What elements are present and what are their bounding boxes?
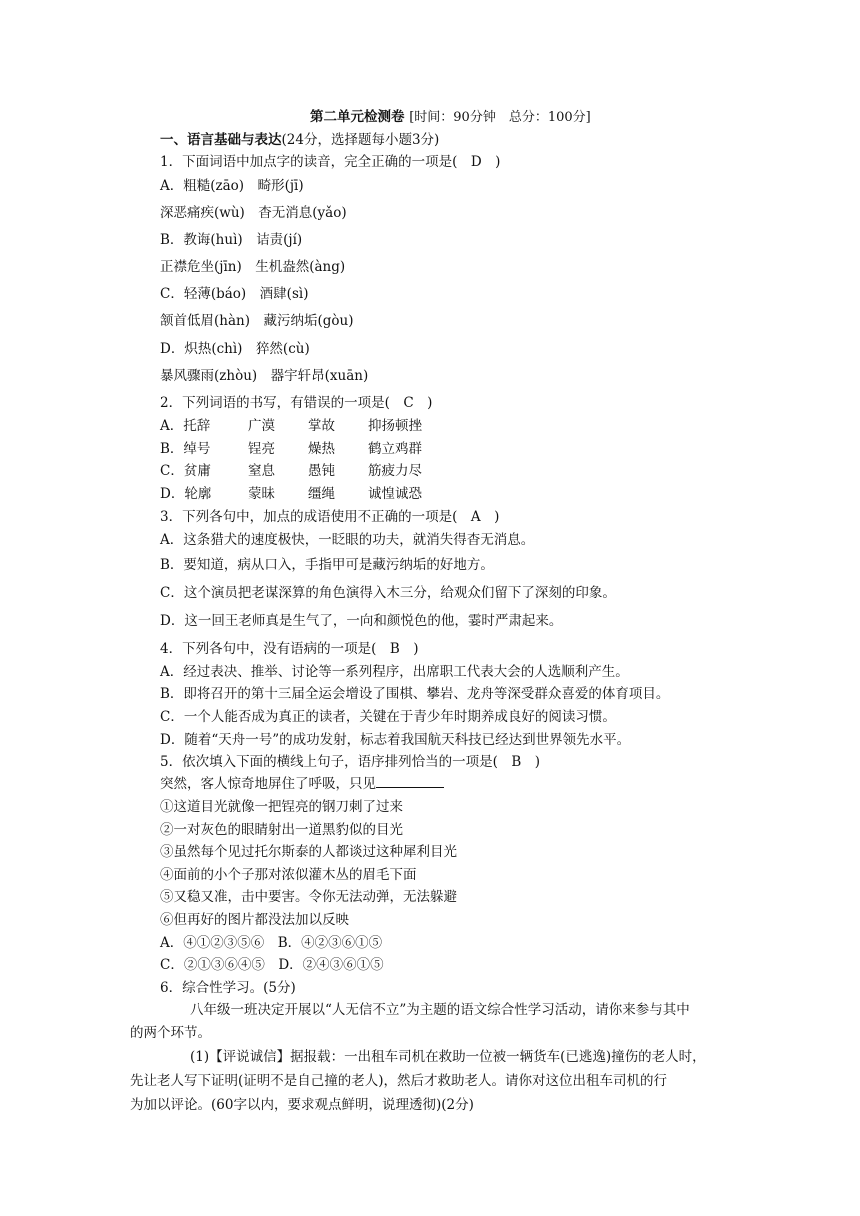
q3-option-d: D．这一回王老师真是生气了，一向和颜悦色的他，霎时严肃起来。 [160, 613, 563, 629]
q2-c-word4: 筋疲力尽 [368, 463, 422, 479]
q2-b-word3: 燥热 [308, 441, 335, 457]
q1-option-c-line1: C．轻薄(báo) 酒肆(sì) [160, 286, 309, 302]
q5-item-3: ③虽然每个见过托尔斯泰的人都谈过这种犀利目光 [160, 844, 457, 860]
q2-a-word4: 抑扬顿挫 [368, 418, 422, 434]
q6-part1-line2: 先让老人写下证明(证明不是自己撞的老人)，然后才救助老人。请你对这位出租车司机的行 [130, 1073, 668, 1089]
q2-option-d [160, 485, 422, 503]
q5-options-ab: A．④①②③⑤⑥ B．④②③⑥①⑤ [160, 935, 383, 951]
q4-option-a: A．经过表决、推举、讨论等一系列程序，出席职工代表大会的人选顺利产生。 [160, 664, 629, 680]
q2-c-word2: 窒息 [248, 463, 275, 479]
q5-lead: 突然，客人惊奇地屏住了呼吸，只见 [160, 776, 376, 792]
q5-item-2: ②一对灰色的眼睛射出一道黑豹似的目光 [160, 822, 403, 838]
q6-intro-line1: 八年级一班决定开展以“人无信不立”为主题的语文综合性学习活动，请你来参与其中 [190, 1002, 690, 1018]
q5-item-6: ⑥但再好的图片都没法加以反映 [160, 912, 349, 928]
page-title [310, 108, 591, 127]
q5-lead-line [160, 775, 444, 793]
q1-option-d-line1: D．炽热(chì) 猝然(cù) [160, 341, 310, 357]
q2-stem: 2．下列词语的书写，有错误的一项是( C ) [160, 395, 433, 411]
q1-option-a-line1: A．粗糙(zāo) 畸形(jī) [160, 178, 304, 194]
q4-stem: 4．下列各句中，没有语病的一项是( B ) [160, 641, 419, 657]
exam-meta: [时间：90分钟 总分：100分] [409, 110, 591, 125]
q4-option-b: B．即将召开的第十三届全运会增设了围棋、攀岩、龙舟等深受群众喜爱的体育项目。 [160, 686, 670, 702]
q2-b-word4: 鹤立鸡群 [368, 441, 422, 457]
q1-stem: 1．下面词语中加点字的读音，完全正确的一项是( D ) [160, 154, 501, 170]
q1-option-c-line2: 颔首低眉(hàn) 藏污纳垢(gòu) [160, 313, 354, 329]
q2-d-word3: 缰绳 [308, 486, 335, 502]
q4-option-c: C．一个人能否成为真正的读者，关键在于青少年时期养成良好的阅读习惯。 [160, 709, 616, 725]
q5-stem: 5．依次填入下面的横线上句子，语序排列恰当的一项是( B ) [160, 754, 541, 770]
q3-option-b: B．要知道，病从口入，手指甲可是藏污纳垢的好地方。 [160, 557, 494, 573]
q1-option-d-line2: 暴风骤雨(zhòu) 器宇轩昂(xuān) [160, 368, 369, 384]
q6-part1-line1: (1)【评说诚信】据报载：一出租车司机在救助一位被一辆货车(已逃逸)撞伤的老人时， [190, 1049, 706, 1065]
q5-options-cd: C．②①③⑥④⑤ D．②④③⑥①⑤ [160, 957, 384, 973]
q4-option-d: D．随着“天舟一号”的成功发射，标志着我国航天科技已经达到世界领先水平。 [160, 732, 631, 748]
q2-c-word1: C．贫庸 [160, 463, 211, 479]
q2-c-word3: 愚钝 [308, 463, 335, 479]
q5-item-4: ④面前的小个子那对浓似灌木丛的眉毛下面 [160, 867, 417, 883]
q2-d-word4: 诚惶诚恐 [368, 486, 422, 502]
section-heading [160, 131, 439, 149]
q6-intro-line2: 的两个环节。 [130, 1025, 211, 1041]
q2-option-a [160, 417, 422, 435]
q6-stem: 6．综合性学习。(5分) [160, 980, 296, 996]
q5-blank [376, 775, 444, 788]
q1-option-b-line1: B．教诲(huì) 诘责(jí) [160, 232, 303, 248]
q5-item-1: ①这道目光就像一把锃亮的钢刀刺了过来 [160, 799, 403, 815]
q6-part1-line3: 为加以评论。(60字以内，要求观点鲜明，说理透彻)(2分) [130, 1097, 474, 1113]
title-text: 第二单元检测卷 [310, 109, 405, 125]
q3-stem: 3．下列各句中，加点的成语使用不正确的一项是( A ) [160, 509, 500, 525]
q5-item-5: ⑤又稳又准，击中要害。令你无法动弹，无法躲避 [160, 889, 457, 905]
q1-option-b-line2: 正襟危坐(jīn) 生机盎然(àng) [160, 259, 346, 275]
q2-option-c [160, 462, 422, 480]
q3-option-c: C．这个演员把老谋深算的角色演得入木三分，给观众们留下了深刻的印象。 [160, 585, 616, 601]
q2-b-word1: B．绰号 [160, 441, 211, 457]
q2-b-word2: 锃亮 [248, 441, 275, 457]
q2-option-b [160, 440, 422, 458]
q3-option-a: A．这条猎犬的速度极快，一眨眼的功夫，就消失得杳无消息。 [160, 532, 535, 548]
q2-a-word1: A．托辞 [160, 418, 211, 434]
q1-option-a-line2: 深恶痛疾(wù) 杳无消息(yǎo) [160, 205, 347, 221]
section-title: 一、语言基础与表达 [160, 132, 282, 148]
q2-a-word2: 广漠 [248, 418, 275, 434]
q2-a-word3: 掌故 [308, 418, 335, 434]
q2-d-word2: 蒙昧 [248, 486, 275, 502]
section-note: (24分，选择题每小题3分) [281, 132, 440, 148]
q2-d-word1: D．轮廓 [160, 486, 212, 502]
